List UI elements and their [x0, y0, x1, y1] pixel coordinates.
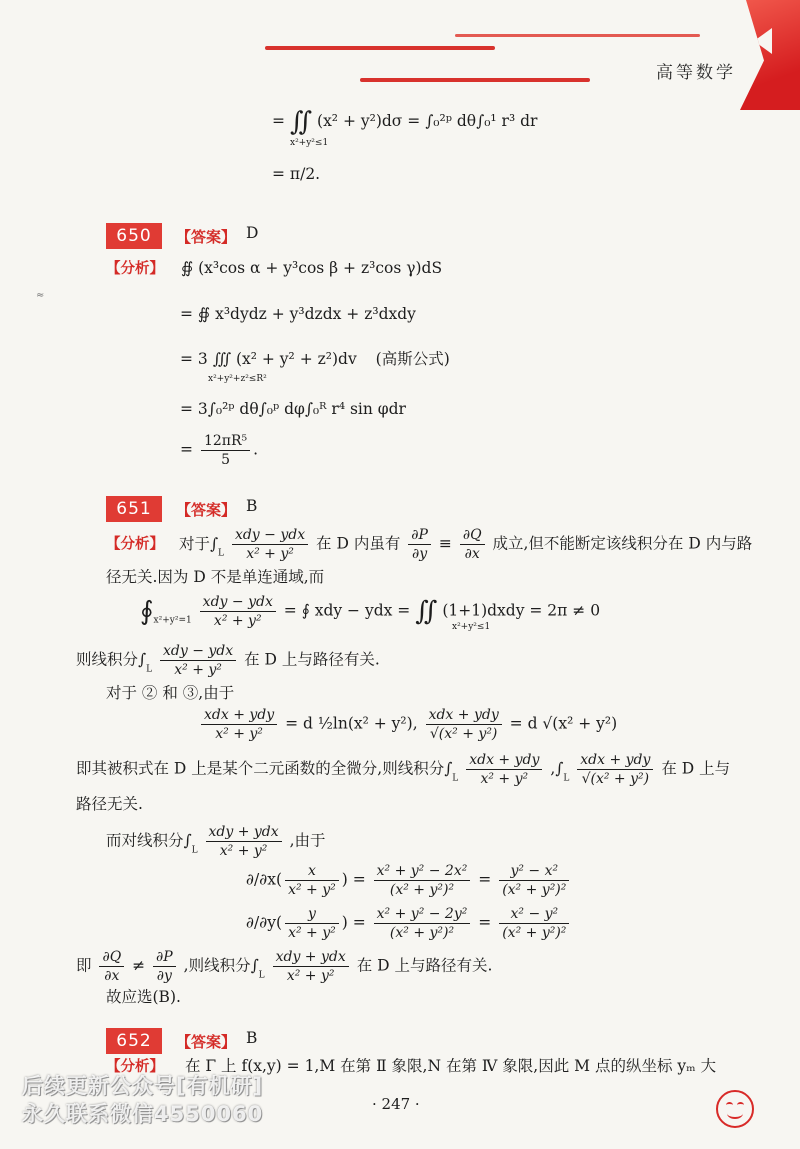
question-number-badge: 652	[106, 1028, 162, 1054]
q651-eq1-region: x²+y²≤1	[452, 622, 491, 632]
q651-eq-3a: ∂/∂x( $\frac{x}{\text{x² + y²}}$ ) = $\frac{\text{x² + y² − 2x²}}{\text{(x² + y²)²}}$ = $\frac{\text{y² − x²}}{\text{(x² + y²)²}}$	[246, 862, 572, 899]
watermark-line-1: 后续更新公众号[有机研]	[22, 1074, 264, 1098]
question-number-badge: 651	[106, 496, 162, 522]
q650-line-2: = ∯ x³dydz + y³dzdx + z³dxdy	[180, 305, 416, 323]
running-title: 高等数学	[656, 63, 736, 83]
top-region-label: x²+y²≤1	[290, 138, 329, 148]
q651-para-8: 即 $\frac{\partial Q}{\partial x}$ ≠ $\frac{\partial P}{\partial y}$ ,则线积分$\int_L$ $\frac{\text{xdy + ydx}}{\text{x² + y²}}$ 在 D 上与路径有关.	[76, 949, 493, 984]
answer-label: 【答案】	[176, 228, 237, 246]
q651-para-7: 而对线积分$\int_L$ $\frac{\text{xdy + ydx}}{\text{x² + y²}}$ ,由于	[106, 824, 326, 859]
page-number: · 247 ·	[372, 1095, 420, 1113]
q650-region: x²+y²+z²≤R²	[208, 374, 267, 384]
top-eq-line-2: = π/2.	[272, 165, 321, 183]
top-eq-line-1	[272, 107, 538, 137]
analysis-label: 【分析】	[106, 536, 164, 553]
q650-line-1	[106, 257, 442, 280]
answer-label: 【答案】	[176, 501, 237, 519]
answer-value: B	[246, 1029, 258, 1047]
q652-para-1: 【分析】 在 Γ 上 f(x,y) = 1,M 在第 Ⅱ 象限,N 在第 Ⅳ 象限,因此 M 点的纵坐标 yₘ 大	[106, 1057, 717, 1075]
gauss-note: (高斯公式)	[375, 350, 450, 368]
q651-para-9: 故应选(B).	[106, 988, 181, 1006]
q651-para-2: 径无关.因为 D 不是单连通域,而	[106, 568, 325, 586]
q651-para-1: 【分析】 对于$\int_L$ $\frac{\text{xdy − ydx}}{\text{x² + y²}}$ 在 D 内虽有 $\frac{\partial P}{\partial y}$ ≡ $\frac{\partial Q}{\partial x}$ 成立,但不能断定该线积分在 D 内与路	[106, 527, 753, 562]
answer-label: 【答案】	[176, 1033, 237, 1051]
q651-eq-1: $∮_{x^2+y^2=1}$ $\frac{\text{xdy − ydx}}{\text{x² + y²}}$ = ∮ xdy − ydx = ∬ (1+1)dxdy = 2π ≠ 0	[140, 594, 601, 629]
q651-eq-2: $\frac{\text{xdx + ydy}}{\text{x² + y²}}$ = d ½ln(x² + y²), $\frac{\text{xdx + ydy}}{\text{√(x² + y²)}}$ = d √(x² + y²)	[198, 706, 617, 743]
header-corner-arrow-icon	[740, 0, 800, 110]
double-integral-icon: ∬	[415, 596, 438, 627]
margin-mark: ≈	[36, 290, 45, 301]
q650-result-fraction: $\frac{\text{12πR⁵}}{5}$	[201, 432, 250, 469]
smiley-icon	[716, 1090, 754, 1128]
top-rhs: ∫₀²ᵖ dθ∫₀¹ r³ dr	[425, 112, 538, 130]
analysis-label: 【分析】	[106, 1059, 164, 1075]
analysis-label: 【分析】	[106, 261, 164, 277]
answer-value: D	[246, 224, 259, 242]
q650-line-3	[180, 348, 450, 370]
header-stripe-2	[455, 34, 700, 37]
q651-para-6: 路径无关.	[76, 795, 143, 813]
watermark-line-2: 永久联系微信4550060	[22, 1102, 264, 1126]
q650-line-4: = 3∫₀²ᵖ dθ∫₀ᵖ dφ∫₀ᴿ r⁴ sin φdr	[180, 400, 406, 418]
double-integral-icon: ∬	[289, 107, 313, 137]
q651-para-3: 则线积分$\int_L$ $\frac{\text{xdy − ydx}}{\text{x² + y²}}$ 在 D 上与路径有关.	[76, 643, 380, 678]
gauss-triple-integral: = 3 ∭ (x² + y² + z²)dv	[180, 350, 357, 368]
question-number-badge: 650	[106, 223, 162, 249]
eq-sign: =	[272, 112, 285, 130]
q651-eq-3b: ∂/∂y( $\frac{y}{\text{x² + y²}}$ ) = $\frac{\text{x² + y² − 2y²}}{\text{(x² + y²)²}}$ = $\frac{\text{x² − y²}}{\text{(x² + y²)²}}$	[246, 905, 572, 942]
q651-para-4: 对于 ② 和 ③,由于	[106, 684, 235, 702]
header-stripe-3	[360, 78, 590, 82]
answer-value: B	[246, 497, 258, 515]
q650-flux-integral: ∯ (x³cos α + y³cos β + z³cos γ)dS	[180, 259, 443, 277]
q651-para-5: 即其被积式在 D 上是某个二元函数的全微分,则线积分$\int_L$ $\frac{\text{xdx + ydy}}{\text{x² + y²}}$ $,\int_L$ $\frac{\text{xdx + ydy}}{\text{√(x² + y²)}}$ 在 D 上与	[76, 752, 731, 787]
q650-line-5: = $\frac{\text{12πR⁵}}{5}$ .	[180, 433, 259, 468]
header-stripe-1	[265, 46, 495, 50]
top-integrand: (x² + y²)dσ =	[317, 112, 421, 130]
